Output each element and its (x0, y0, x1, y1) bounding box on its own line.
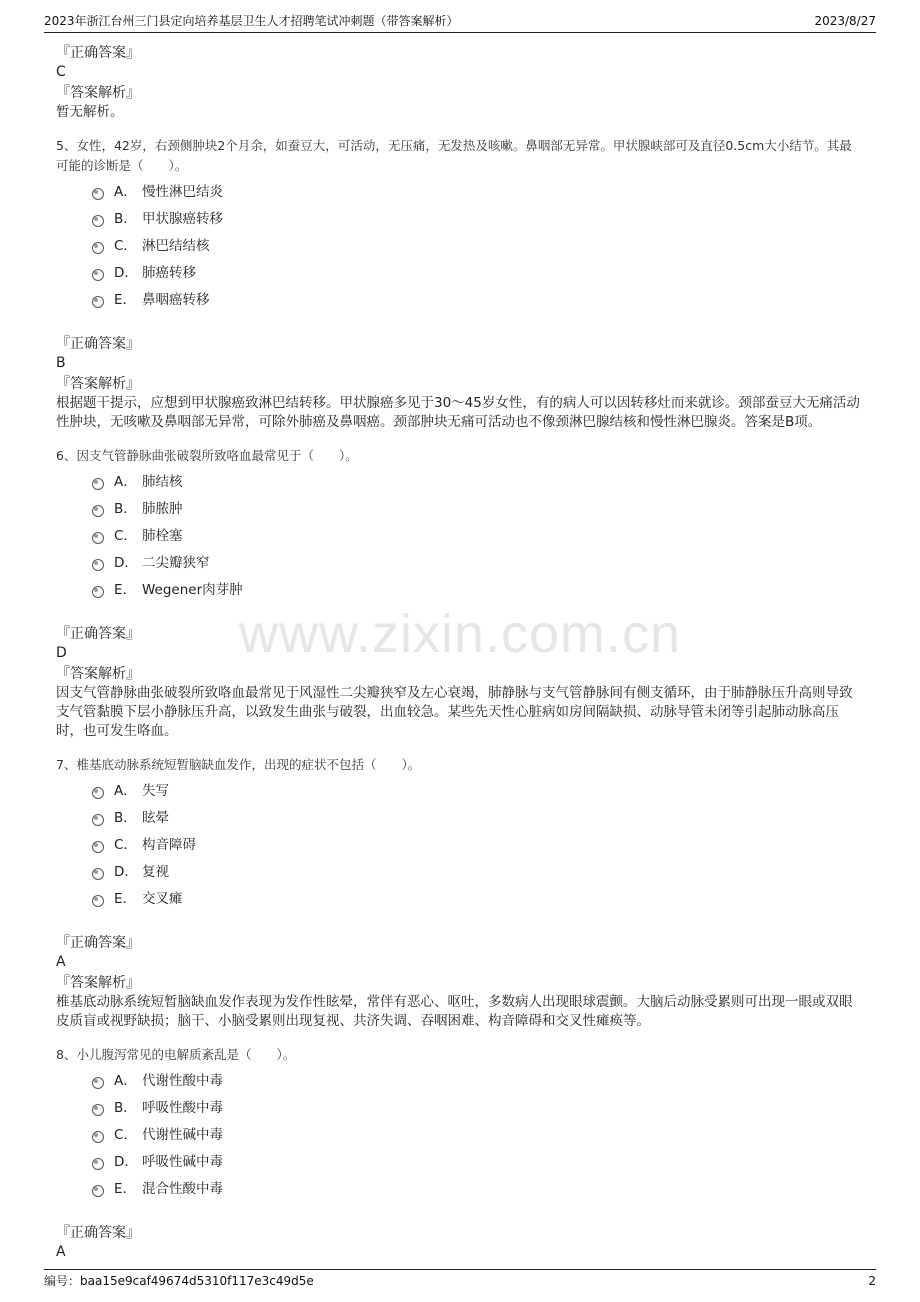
option-d[interactable]: D． 肺癌转移 (92, 263, 860, 290)
explanation-text: 因支气管静脉曲张破裂所致咯血最常见于风湿性二尖瓣狭窄及左心衰竭，肺静脉与支气管静脉间有侧支循环，由于肺静脉压升高则导致支气管黏膜下层小静脉压升高，以致发生曲张与破裂，出血较急。某些先天性心脏病如房间隔缺损、动脉导管未闭等引起肺动脉高压时，也可发生咯血。 (56, 685, 853, 739)
correct-answer-label: 『正确答案』 (56, 336, 140, 352)
explanation-text: 根据题干提示，应想到甲状腺癌致淋巴结转移。甲状腺癌多见于30～45岁女性，有的病人可以因转移灶而来就诊。颈部蚕豆大无痛活动性肿块，无咳嗽及鼻咽部无异常，可除外肺癌及鼻咽癌。颈部肿块无痛可活动也不像颈淋巴腺结核和慢性淋巴腺炎。答案是B项。 (56, 395, 860, 430)
correct-answer: D (56, 645, 67, 661)
explanation-text: 暂无解析。 (56, 104, 124, 120)
page-header (44, 12, 876, 33)
correct-answer: A (56, 954, 66, 970)
option-b[interactable]: B． 眩晕 (92, 808, 860, 835)
option-c[interactable]: C． 淋巴结结核 (92, 236, 860, 263)
page-number: 2 (868, 1274, 876, 1288)
option-e[interactable]: E． 交叉瘫 (92, 889, 860, 916)
question-block (56, 136, 860, 432)
answer-block-prev (56, 44, 860, 122)
option-d[interactable]: D． 呼吸性碱中毒 (92, 1152, 860, 1179)
option-c[interactable]: C． 代谢性碱中毒 (92, 1125, 860, 1152)
option-c[interactable]: C． 构音障碍 (92, 835, 860, 862)
radio-icon[interactable] (92, 242, 104, 254)
radio-icon[interactable] (92, 296, 104, 308)
answer-block (56, 934, 860, 1031)
explanation-label: 『答案解析』 (56, 85, 140, 101)
question-text: 5、女性，42岁，右颈侧肿块2个月余，如蚕豆大，可活动，无压痛，无发热及咳嗽。鼻咽部无异常。甲状腺峡部可及直径0.5cm大小结节。其最可能的诊断是（ ）。 (56, 138, 852, 173)
option-d[interactable]: D． 二尖瓣狭窄 (92, 553, 860, 580)
question-text: 8、小儿腹泻常见的电解质紊乱是（ ）。 (56, 1047, 296, 1062)
question-block (56, 1045, 860, 1262)
question-text: 7、椎基底动脉系统短暂脑缺血发作，出现的症状不包括（ ）。 (56, 757, 421, 772)
correct-answer: A (56, 1244, 66, 1260)
correct-answer-label: 『正确答案』 (56, 935, 140, 951)
correct-answer-label: 『正确答案』 (56, 1225, 140, 1241)
radio-icon[interactable] (92, 188, 104, 200)
option-c[interactable]: C． 肺栓塞 (92, 526, 860, 553)
radio-icon[interactable] (92, 269, 104, 281)
correct-answer-label: 『正确答案』 (56, 45, 140, 61)
option-a[interactable]: A． 失写 (92, 781, 860, 808)
question-block (56, 446, 860, 741)
option-list (92, 472, 860, 607)
option-a[interactable]: A． 代谢性酸中毒 (92, 1071, 860, 1098)
answer-block (56, 335, 860, 432)
question-text: 6、因支气管静脉曲张破裂所致咯血最常见于（ ）。 (56, 448, 358, 463)
radio-icon[interactable] (92, 215, 104, 227)
document-date: 2023/8/27 (814, 14, 876, 28)
radio-icon[interactable] (92, 787, 104, 799)
radio-icon[interactable] (92, 895, 104, 907)
radio-icon[interactable] (92, 1077, 104, 1089)
page-footer (44, 1269, 876, 1288)
radio-icon[interactable] (92, 1131, 104, 1143)
option-list (92, 182, 860, 317)
correct-answer: C (56, 64, 66, 80)
explanation-label: 『答案解析』 (56, 376, 140, 392)
radio-icon[interactable] (92, 586, 104, 598)
explanation-label: 『答案解析』 (56, 666, 140, 682)
radio-icon[interactable] (92, 814, 104, 826)
explanation-text: 椎基底动脉系统短暂脑缺血发作表现为发作性眩晕，常伴有恶心、呕吐，多数病人出现眼球震颤。大脑后动脉受累则可出现一眼或双眼皮质盲或视野缺损；脑干、小脑受累则出现复视、共济失调、吞咽困难、构音障碍和交叉性瘫痪等。 (56, 994, 853, 1029)
option-b[interactable]: B． 甲状腺癌转移 (92, 209, 860, 236)
option-e[interactable]: E． Wegener肉芽肿 (92, 580, 860, 607)
radio-icon[interactable] (92, 1104, 104, 1116)
answer-block (56, 625, 860, 741)
option-a[interactable]: A． 肺结核 (92, 472, 860, 499)
page-content (56, 44, 860, 1264)
option-e[interactable]: E． 鼻咽癌转移 (92, 290, 860, 317)
option-b[interactable]: B． 呼吸性酸中毒 (92, 1098, 860, 1125)
radio-icon[interactable] (92, 532, 104, 544)
radio-icon[interactable] (92, 841, 104, 853)
radio-icon[interactable] (92, 505, 104, 517)
answer-block (56, 1224, 860, 1262)
document-title: 2023年浙江台州三门县定向培养基层卫生人才招聘笔试冲刺题（带答案解析） (44, 14, 459, 28)
option-list (92, 781, 860, 916)
option-e[interactable]: E． 混合性酸中毒 (92, 1179, 860, 1206)
question-block (56, 755, 860, 1031)
option-a[interactable]: A． 慢性淋巴结炎 (92, 182, 860, 209)
radio-icon[interactable] (92, 868, 104, 880)
radio-icon[interactable] (92, 559, 104, 571)
document-code: 编号：baa15e9caf49674d5310f117e3c49d5e (44, 1274, 314, 1288)
explanation-label: 『答案解析』 (56, 975, 140, 991)
watermark: www.zixin.com.cn (238, 604, 682, 664)
radio-icon[interactable] (92, 1185, 104, 1197)
radio-icon[interactable] (92, 478, 104, 490)
radio-icon[interactable] (92, 1158, 104, 1170)
correct-answer: B (56, 355, 66, 371)
option-b[interactable]: B． 肺脓肿 (92, 499, 860, 526)
option-list (92, 1071, 860, 1206)
option-d[interactable]: D． 复视 (92, 862, 860, 889)
correct-answer-label: 『正确答案』 (56, 626, 140, 642)
